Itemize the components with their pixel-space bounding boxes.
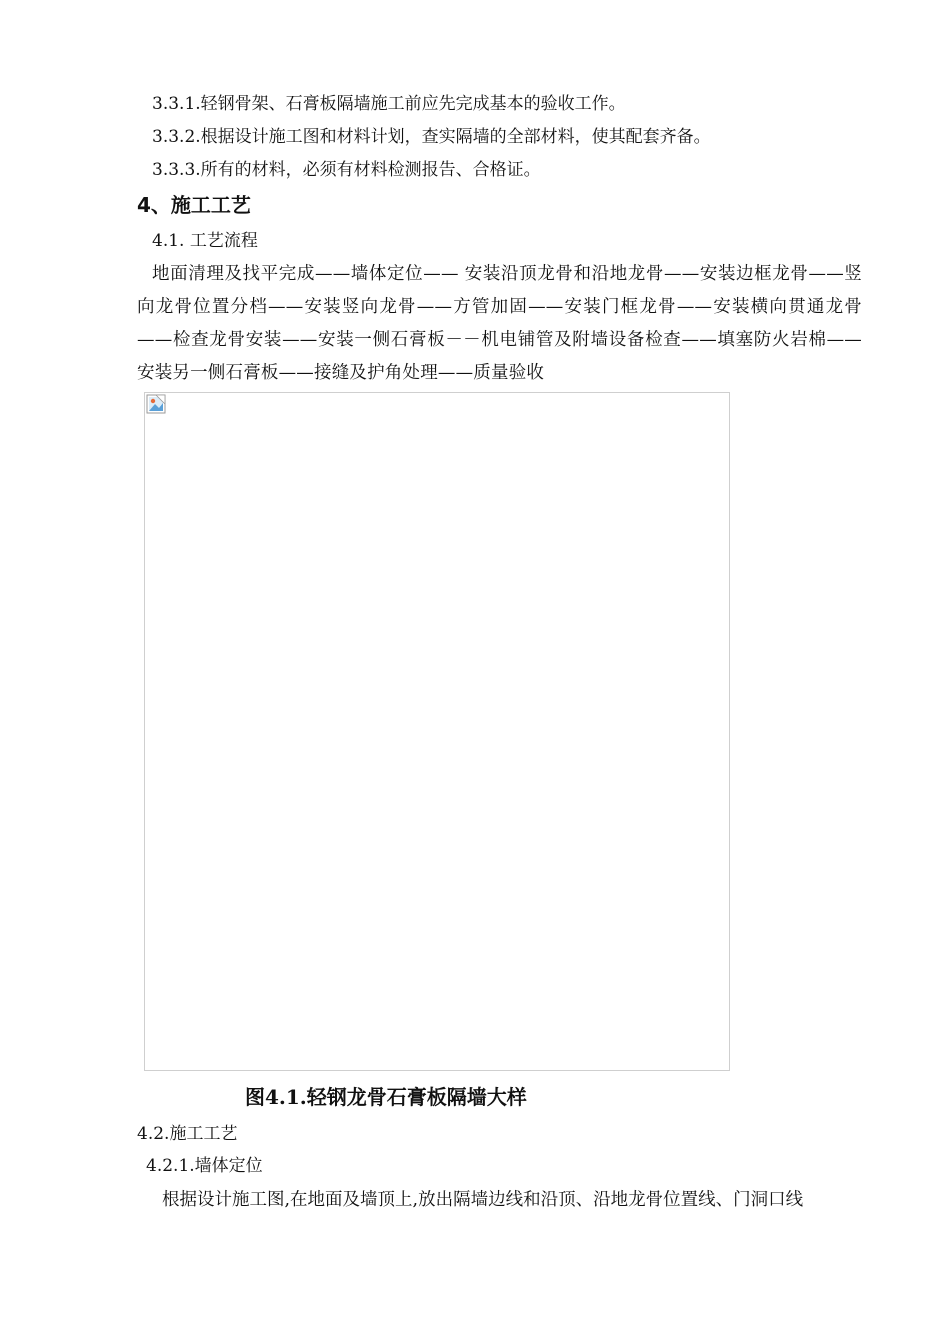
section-4-2-1-paragraph: 根据设计施工图,在地面及墙顶上,放出隔墙边线和沿顶、沿地龙骨位置线、门洞口线 — [162, 1190, 804, 1210]
figure-placeholder — [144, 392, 730, 1071]
section-4-2-1-title: 4.2.1.墙体定位 — [146, 1156, 263, 1176]
process-flow-paragraph: 地面清理及找平完成——墙体定位—— 安装沿顶龙骨和沿地龙骨——安装边框龙骨——竖向龙骨位置分档——安装竖向龙骨——方管加固——安装门框龙骨——安装横向贯通龙骨——检查龙骨安装——安装一侧石膏板－－机电铺管及附墙设备检查——填塞防火岩棉——安装另一侧石膏板——接缝及护角处理——质量验收 — [137, 264, 862, 383]
section-4-2-title: 4.2.施工工艺 — [137, 1124, 238, 1144]
section-3-3-3-text: 3.3.3.所有的材料，必须有材料检测报告、合格证。 — [152, 160, 541, 180]
section-4-heading: 4、施工工艺 — [137, 193, 251, 217]
section-3-3-1-text: 3.3.1.轻钢骨架、石膏板隔墙施工前应先完成基本的验收工作。 — [152, 94, 626, 114]
figure-caption: 图4.1.轻钢龙骨石膏板隔墙大样 — [245, 1085, 527, 1109]
section-4-1-title: 4.1. 工艺流程 — [152, 231, 258, 251]
broken-image-icon — [146, 394, 166, 414]
section-3-3-2-text: 3.3.2.根据设计施工图和材料计划，查实隔墙的全部材料，使其配套齐备。 — [152, 127, 711, 147]
